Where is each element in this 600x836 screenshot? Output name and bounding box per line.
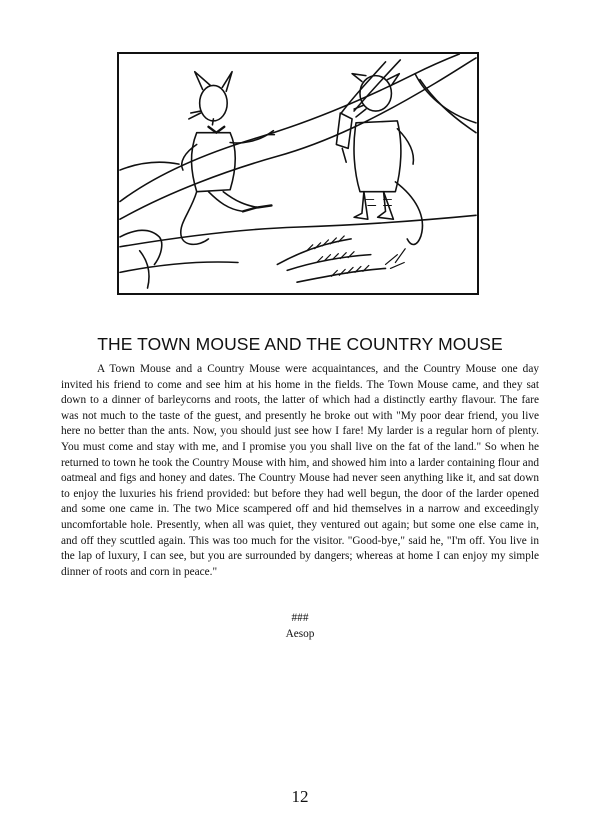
author-name: Aesop	[285, 628, 315, 640]
story-text: A Town Mouse and a Country Mouse were acquaintances, and the Country Mouse one day invited his friend to come and see him at his home in the fields. The Town Mouse came, and they sat down to a dinner of barleycorns and roots, the latter of which had a distinctly earthy flavour. The fare was not much to the taste of the guest, and presently he broke out with "My poor dear friend, you live here no better than the ants. Now, you should just see how I fare! My larder is a regular horn of plenty. You must come and stay with me, and I promise you you shall live on the fat of the land." So when he returned to town he took the Country Mouse with him, and showed him into a larder containing flour and oatmeal and figs and honey and dates. The Country Mouse had never seen anything like it, and sat down to enjoy the luxuries his friend provided: but before they had well begun, the door of the larder opened and some one came in. The two Mice scampered off and hid themselves in a narrow and exceedingly uncomfortable hole. Presently, when all was quiet, they ventured out again; but some one else came in, and off they scuttled again. This was too much for the visitor. "Good-bye," said he, "I'm off. You live in the lap of luxury, I can see, but you are surrounded by dangers; whereas at home I can enjoy my simple dinner of roots and corn in peace."	[61, 363, 539, 578]
two-mice-illustration	[117, 52, 479, 295]
story-title: THE TOWN MOUSE AND THE COUNTRY MOUSE	[97, 334, 503, 354]
section-separator: ###	[291, 612, 309, 624]
page-number: 12	[291, 787, 309, 806]
